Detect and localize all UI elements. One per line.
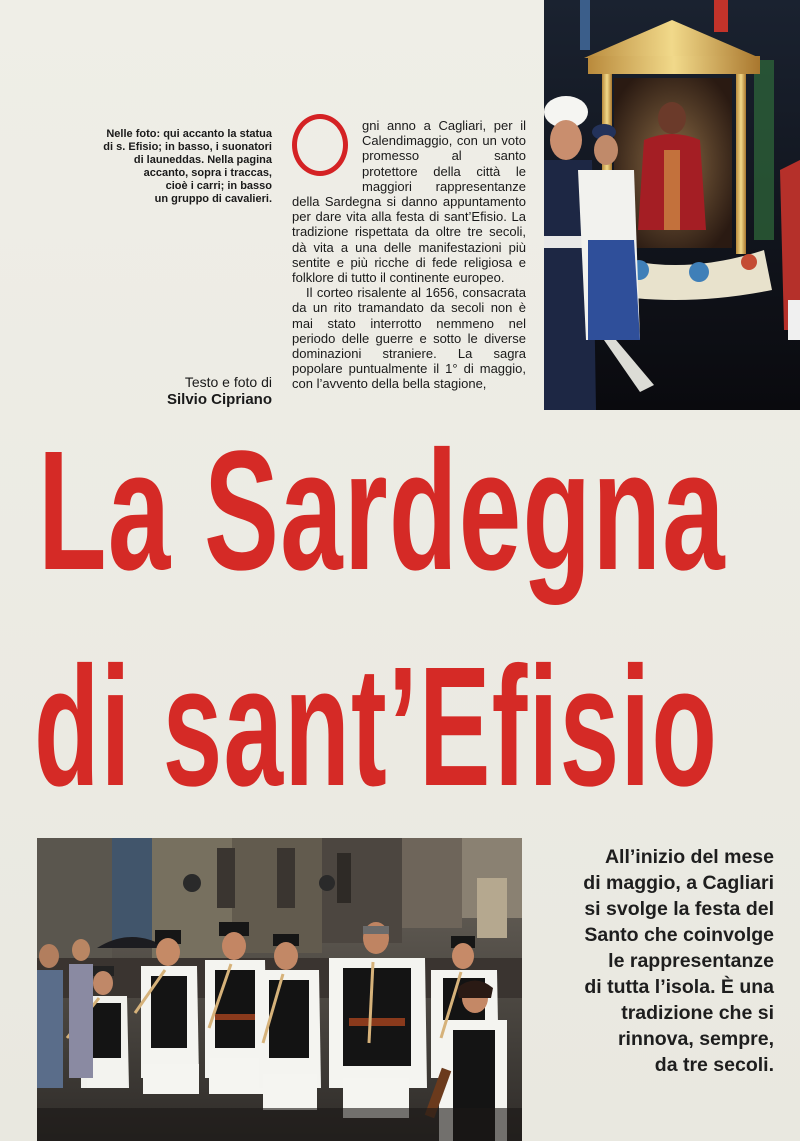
deck-line: rinnova, sempre, — [617, 1028, 774, 1050]
caption-line: di launeddas. Nella pagina — [133, 154, 272, 166]
article-paragraph-2: Il corteo risalente al 1656, consacrata da un rito tramandato da secoli non è mai stato interrotto nemmeno nel periodo delle guerre e sotto le diverse dominazioni straniere. La sagra popolare puntualmente il 1° di maggio, con l’avvento della bella stagione, — [292, 285, 526, 392]
deck-line: Santo che coinvolge — [584, 924, 774, 946]
caption-line: di s. Efisio; in basso, i suonatori — [103, 141, 272, 153]
article-paragraph-1: gni anno a Cagliari, per il Calendimaggio, con un voto promesso al santo protettore della città le maggiori rappresentanze della Sardegna si danno appuntamento per dare vita alla festa di sant’Efisio. La tradizione rispettata da oltre tre secoli, dà vita a una delle manifestazioni più sentite e più ricche di fede religiosa e folklore di tutto il continente europeo. — [292, 118, 526, 286]
headline-line-2: di sant’Efisio — [34, 632, 719, 822]
launeddas-players-illustration — [37, 838, 522, 1141]
drop-cap — [292, 114, 358, 180]
caption-line: un gruppo di cavalieri. — [154, 193, 272, 205]
photo-caption — [40, 128, 272, 206]
saint-efisio-statue-illustration — [544, 0, 800, 410]
byline-label: Testo e foto di — [184, 374, 272, 390]
deck-line: si svolge la festa del — [584, 898, 774, 920]
deck-line: di tutta l’isola. È una — [584, 976, 774, 998]
byline-author: Silvio Cipriano — [166, 391, 272, 408]
caption-line: accanto, sopra i traccas, — [143, 167, 272, 179]
deck-summary — [534, 844, 774, 1078]
caption-line: Nelle foto: qui accanto la statua — [106, 128, 272, 140]
deck-line: All’inizio del mese — [604, 846, 774, 868]
deck-line: da tre secoli. — [654, 1054, 774, 1076]
headline-line-1: La Sardegna — [38, 416, 726, 606]
drop-cap-letter — [292, 114, 348, 176]
deck-line: tradizione che si — [621, 1002, 774, 1024]
article-body — [292, 118, 526, 392]
saint-efisio-statue-photo — [544, 0, 800, 410]
byline — [120, 374, 272, 409]
launeddas-players-photo — [37, 838, 522, 1141]
caption-line: cioè i carri; in basso — [165, 180, 272, 192]
deck-line: le rappresentanze — [608, 950, 774, 972]
deck-line: di maggio, a Cagliari — [583, 872, 774, 894]
